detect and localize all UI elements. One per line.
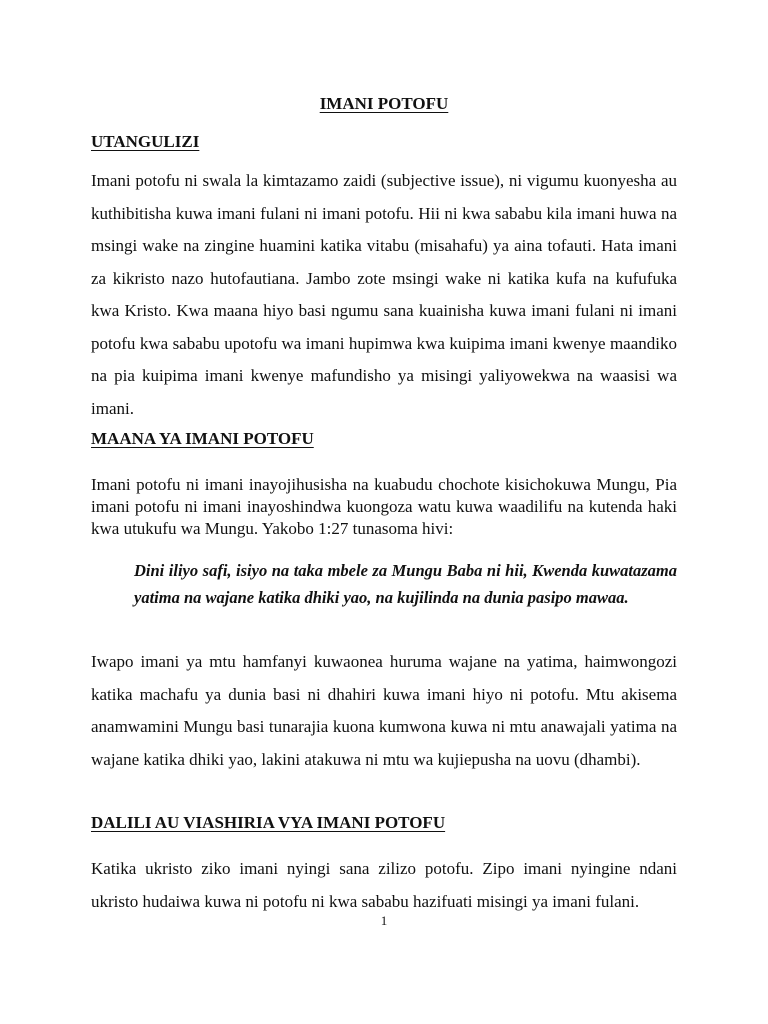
section-heading-maana: MAANA YA IMANI POTOFU xyxy=(91,429,314,448)
section-heading-utangulizi: UTANGULIZI xyxy=(91,132,200,151)
section-heading-dalili: DALILI AU VIASHIRIA VYA IMANI POTOFU xyxy=(91,813,446,832)
meaning-followup-paragraph: Iwapo imani ya mtu hamfanyi kuwaonea huruma wajane na yatima, haimwongozi katika machafu ya dunia basi ni dhahiri kuwa imani hiyo ni potofu. Mtu akisema anamwamini Mungu basi tunarajia kuona kumwona kuwa ni mtu anawajali yatima na wajane katika dhiki yao, lakini atakuwa ni mtu wa kujiepusha na uovu (dhambi). xyxy=(91,652,677,769)
signs-paragraph: Katika ukristo ziko imani nyingi sana zilizo potofu. Zipo imani nyingine ndani ukristo hudaiwa kuwa ni potofu ni kwa sababu hazifuati misingi ya imani fulani. xyxy=(91,859,677,911)
page-number: 1 xyxy=(380,913,388,928)
meaning-paragraph: Imani potofu ni imani inayojihusisha na kuabudu chochote kisichokuwa Mungu, Pia imani potofu ni imani inayoshindwa kuongoza watu kuwa waadilifu na kutenda haki kwa utukufu wa Mungu. Yakobo 1:27 tunasoma hivi: xyxy=(91,475,677,538)
page-title: IMANI POTOFU xyxy=(319,94,449,113)
scripture-quote: Dini iliyo safi, isiyo na taka mbele za Mungu Baba ni hii, Kwenda kuwatazama yatima na wajane katika dhiki yao, na kujilinda na dunia pasipo mawaa. xyxy=(134,561,677,607)
intro-paragraph: Imani potofu ni swala la kimtazamo zaidi (subjective issue), ni vigumu kuonyesha au kuthibitisha kuwa imani fulani ni imani potofu. Hii ni kwa sababu kila imani huwa na msingi wake na zingine huamini katika vitabu (misahafu) ya aina tofauti. Hata imani za kikristo nazo hutofautiana. Jambo zote msingi wake ni katika kufa na kufufuka kwa Kristo. Kwa maana hiyo basi ngumu sana kuainisha kuwa imani fulani ni imani potofu kwa sababu upotofu wa imani hupimwa kwa kuipima imani kwenye maandiko na pia kuipima imani kwenye mafundisho ya misingi yaliyowekwa na waasisi wa imani. xyxy=(91,171,677,418)
